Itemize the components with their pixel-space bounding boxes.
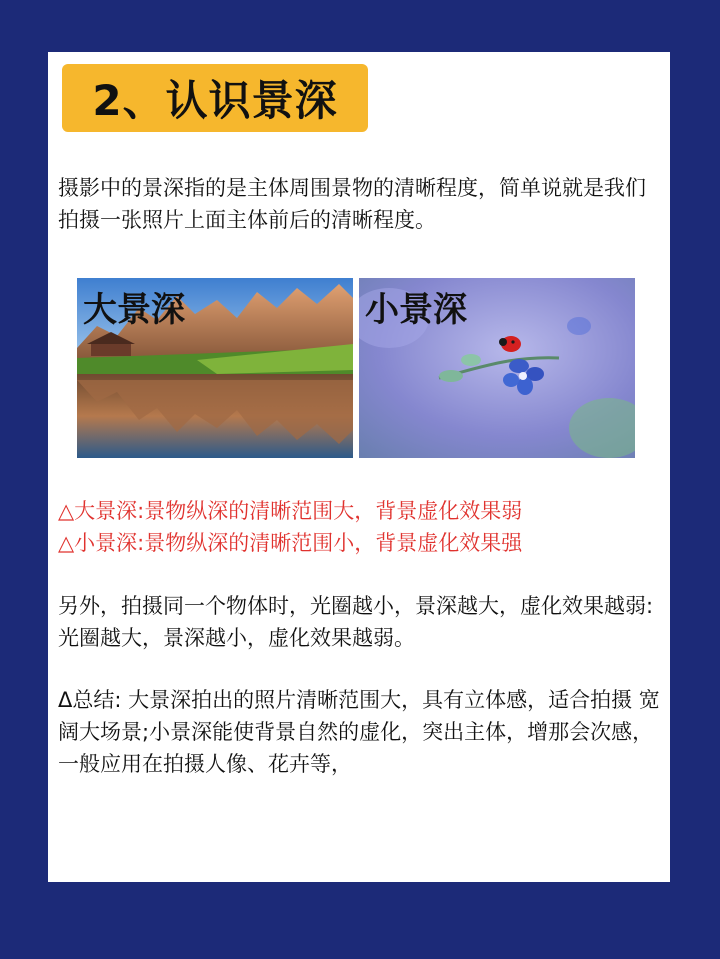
content-card <box>48 52 670 882</box>
small-dof-photo <box>359 278 635 458</box>
summary-paragraph: Δ总结: 大景深拍出的照片清晰范围大，具有立体感，适合拍摄 宽阔大场景;小景深能使背景自然的虚化，突出主体，增那会次感，一般应用在拍摄人像、花卉等， <box>58 688 660 776</box>
aperture-paragraph: 另外，拍摄同一个物体时，光圈越小，景深越大，虚化效果越弱:光圈越大，景深越小，虚化效果越弱。 <box>58 594 654 650</box>
large-dof-comparison: △大景深:景物纵深的清晰范围大，背景虚化效果弱 <box>58 499 523 523</box>
title-badge <box>62 64 368 132</box>
small-dof-comparison: △小景深:景物纵深的清晰范围小，背景虚化效果强 <box>58 531 523 555</box>
small-dof-label: 小景深 <box>365 290 467 330</box>
large-dof-photo <box>77 278 353 458</box>
section-title: 2、认识景深 <box>92 76 338 125</box>
large-dof-label: 大景深 <box>83 290 185 330</box>
intro-paragraph: 摄影中的景深指的是主体周围景物的清晰程度，简单说就是我们拍摄一张照片上面主体前后的清晰程度。 <box>58 176 646 232</box>
